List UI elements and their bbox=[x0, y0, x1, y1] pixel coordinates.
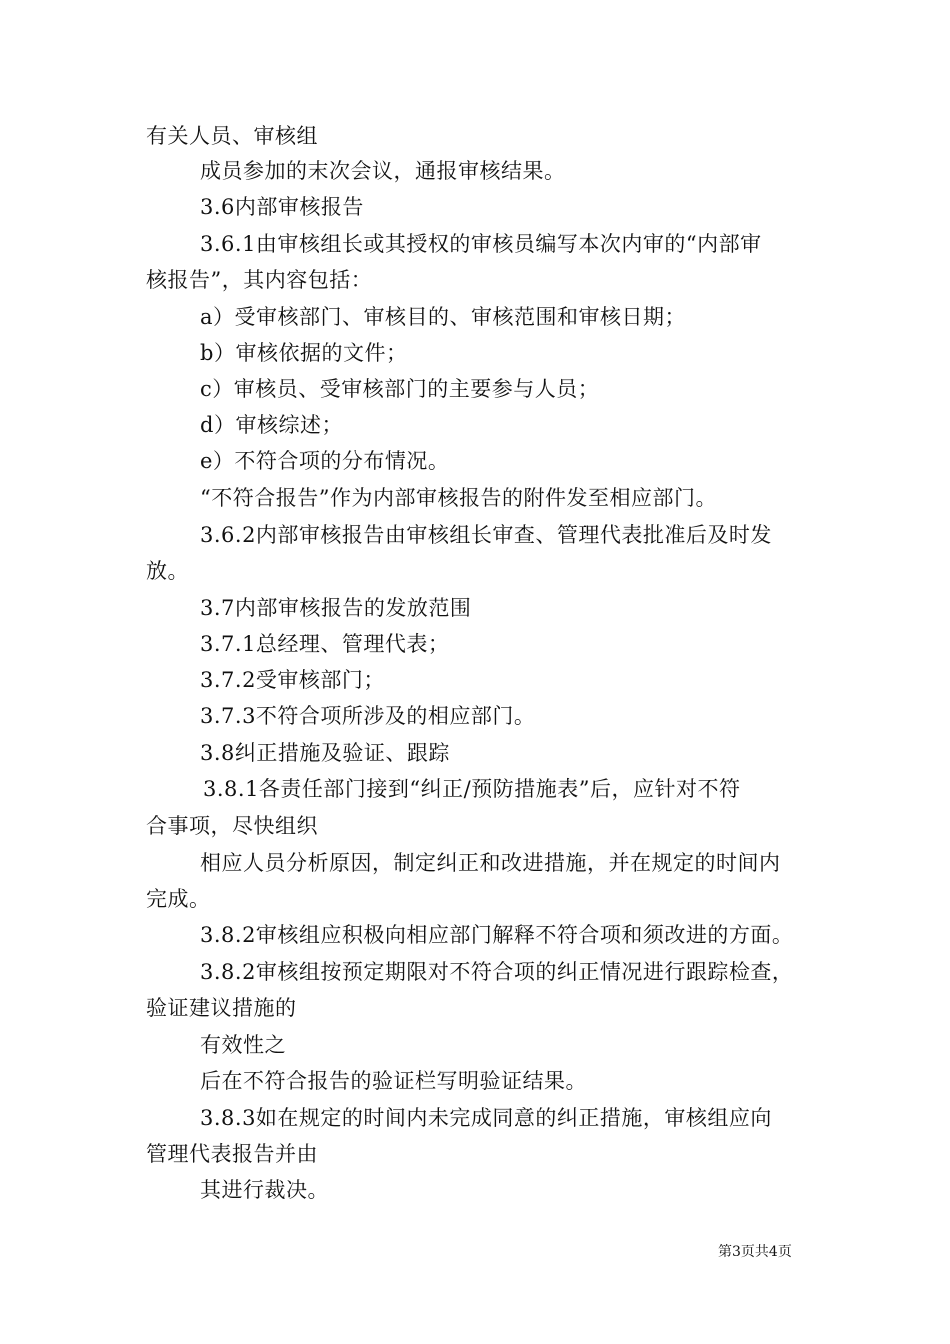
text-line: 成员参加的末次会议，通报审核结果。 bbox=[200, 159, 566, 183]
text-line: 3.8.2审核组应积极向相应部门解释不符合项和须改进的方面。 bbox=[200, 923, 794, 947]
list-item: b）审核依据的文件； bbox=[200, 341, 408, 365]
text-line: 有关人员、审核组 bbox=[146, 124, 318, 148]
text-line: 验证建议措施的 bbox=[146, 996, 297, 1020]
text-line: 3.7.1总经理、管理代表； bbox=[200, 632, 450, 656]
text-line: “不符合报告”作为内部审核报告的附件发至相应部门。 bbox=[200, 486, 717, 510]
text-line: 合事项，尽快组织 bbox=[146, 814, 318, 838]
section-heading: 3.6内部审核报告 bbox=[200, 195, 364, 219]
text-line: 其进行裁决。 bbox=[200, 1178, 329, 1202]
text-line: 3.7.2受审核部门； bbox=[200, 668, 385, 692]
text-line: 放。 bbox=[146, 559, 189, 583]
list-item: a）受审核部门、审核目的、审核范围和审核日期； bbox=[200, 305, 687, 329]
list-item: d）审核综述； bbox=[200, 413, 343, 437]
text-line: 3.8.2审核组按预定期限对不符合项的纠正情况进行跟踪检查， bbox=[200, 960, 794, 984]
text-line: 完成。 bbox=[146, 887, 211, 911]
text-line: 3.6.1由审核组长或其授权的审核员编写本次内审的“内部审 bbox=[200, 232, 762, 256]
text-line: 3.6.2内部审核报告由审核组长审查、管理代表批准后及时发 bbox=[200, 523, 772, 547]
text-line: 有效性之 bbox=[200, 1033, 286, 1057]
text-line: 3.8.3如在规定的时间内未完成同意的纠正措施，审核组应向 bbox=[200, 1106, 772, 1130]
text-line: 3.7.3不符合项所涉及的相应部门。 bbox=[200, 704, 536, 728]
text-line: 核报告”，其内容包括： bbox=[146, 268, 373, 292]
text-line: 管理代表报告并由 bbox=[146, 1142, 318, 1166]
text-line: 相应人员分析原因，制定纠正和改进措施，并在规定的时间内 bbox=[200, 851, 781, 875]
section-heading: 3.8纠正措施及验证、跟踪 bbox=[200, 741, 450, 765]
text-line: 后在不符合报告的验证栏写明验证结果。 bbox=[200, 1069, 587, 1093]
list-item: c）审核员、受审核部门的主要参与人员； bbox=[200, 377, 600, 401]
page-number: 第3页共4页 bbox=[718, 1244, 792, 1260]
list-item: e）不符合项的分布情况。 bbox=[200, 449, 450, 473]
text-line: 3.8.1各责任部门接到“纠正/预防措施表”后，应针对不符 bbox=[203, 777, 741, 801]
section-heading: 3.7内部审核报告的发放范围 bbox=[200, 596, 472, 620]
